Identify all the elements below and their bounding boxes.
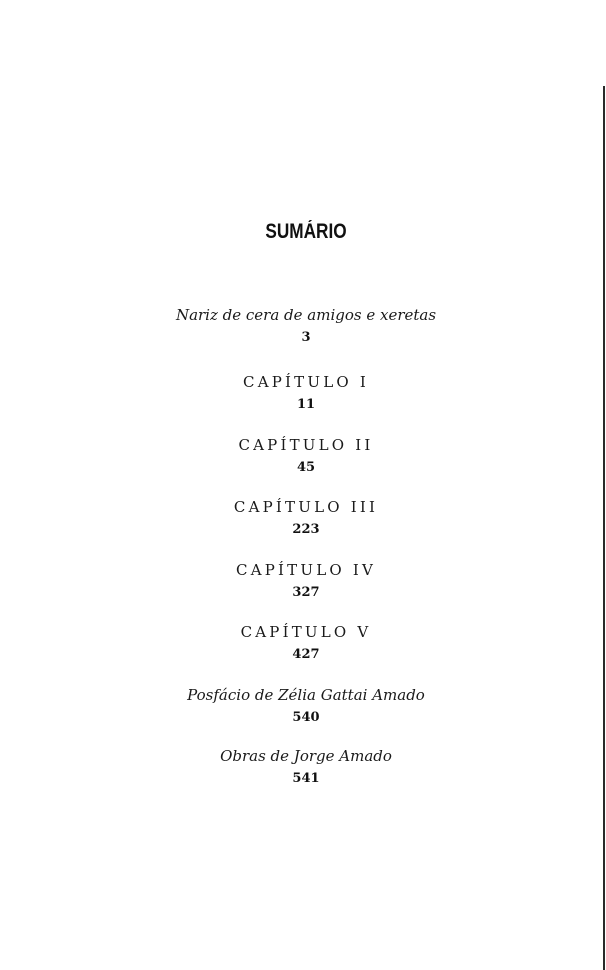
toc-entry-afterword[interactable] bbox=[0, 685, 606, 727]
toc-entry-chapter-3[interactable] bbox=[0, 497, 606, 539]
toc-entry-chapter-5[interactable] bbox=[0, 622, 606, 664]
toc-entry-chapter-4[interactable] bbox=[0, 560, 606, 602]
toc-entry-chapter-2[interactable] bbox=[0, 435, 606, 477]
toc-entry-label: CAPÍTULO IV bbox=[236, 561, 376, 579]
toc-entry-chapter-1[interactable] bbox=[0, 372, 606, 414]
toc-entry-page: 540 bbox=[292, 710, 320, 725]
toc-entry-label: CAPÍTULO V bbox=[240, 623, 372, 641]
toc-entry-page: 45 bbox=[296, 460, 316, 475]
toc-entry-page: 3 bbox=[301, 330, 311, 345]
toc-entry-page: 11 bbox=[296, 397, 316, 412]
toc-entry-works[interactable] bbox=[0, 746, 606, 788]
toc-entry-preface[interactable] bbox=[0, 305, 606, 347]
toc-entry-page: 223 bbox=[292, 522, 320, 537]
toc-entry-label: Nariz de cera de amigos e xeretas bbox=[175, 306, 437, 324]
page-title: SUMÁRIO bbox=[265, 220, 347, 243]
toc-entry-label: CAPÍTULO II bbox=[238, 436, 374, 454]
toc-entry-page: 427 bbox=[292, 647, 320, 662]
toc-entry-label: Posfácio de Zélia Gattai Amado bbox=[187, 686, 425, 704]
toc-entry-label: Obras de Jorge Amado bbox=[220, 747, 392, 765]
toc-entry-label: CAPÍTULO I bbox=[243, 373, 369, 391]
toc-entry-page: 327 bbox=[292, 585, 320, 600]
toc-entry-page: 541 bbox=[292, 771, 320, 786]
toc-entry-label: CAPÍTULO III bbox=[233, 498, 379, 516]
